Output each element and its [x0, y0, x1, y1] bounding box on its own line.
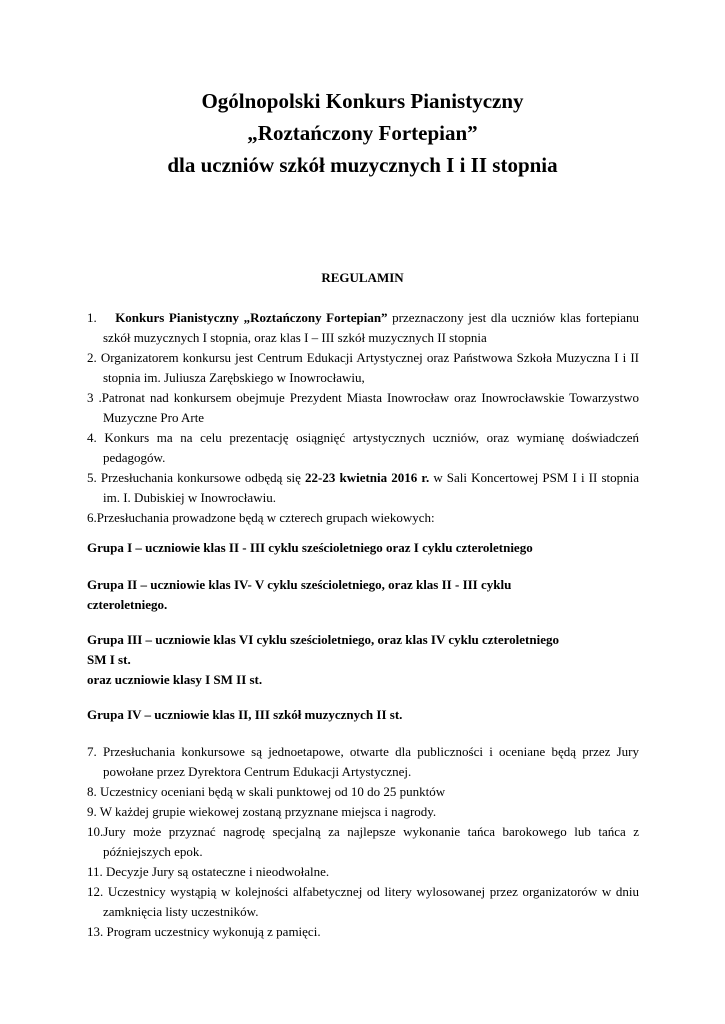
section-heading: REGULAMIN [321, 270, 404, 285]
rule-8: 8. Uczestnicy oceniani będą w skali punktowej od 10 do 25 punktów [87, 784, 446, 799]
rule-13: 13. Program uczestnicy wykonują z pamięci. [87, 924, 321, 939]
rule-3: 3 .Patronat nad konkursem obejmuje Prezydent Miasta Inowrocław oraz Inowrocławskie Towarzystwo Muzyczne Pro Arte [87, 390, 639, 425]
document-title [0, 85, 725, 181]
rules-list-a [87, 308, 639, 528]
rules-list-b [87, 742, 639, 942]
group-4 [87, 705, 639, 725]
title-line-2: „Roztańczony Fortepian” [247, 121, 478, 145]
rule-4: 4. Konkurs ma na celu prezentację osiągnięć artystycznych uczniów, oraz wymianę doświadczeń pedagogów. [87, 430, 639, 465]
group-2-text-cont: czteroletniego. [87, 597, 168, 612]
group-3-text-cont: SM I st. [87, 652, 131, 667]
group-2-text: Grupa II – uczniowie klas IV- V cyklu sześcioletniego, oraz klas II - III cyklu [87, 577, 512, 592]
group-1 [87, 538, 639, 558]
group-3-text: Grupa III – uczniowie klas VI cyklu sześcioletniego, oraz klas IV cyklu czteroletniego [87, 632, 559, 647]
rule-5-date: 22-23 kwietnia 2016 r. [305, 470, 430, 485]
rule-5-text-b: w Sali Koncertowej PSM I i II stopnia im. I. Dubiskiej w Inowrocławiu. [103, 470, 640, 505]
group-1-text: Grupa I – uczniowie klas II - III cyklu sześcioletniego oraz I cyklu czteroletniego [87, 540, 533, 555]
rule-1-text: przeznaczony jest dla uczniów klas fortepianu szkół muzycznych I stopnia, oraz klas I – III szkół muzycznych II stopnia [103, 310, 639, 345]
rule-5 [87, 468, 639, 508]
rule-5-text-a: 5. Przesłuchania konkursowe odbędą się [87, 470, 306, 485]
group-4-text: Grupa IV – uczniowie klas II, III szkół muzycznych II st. [87, 707, 403, 722]
title-line-3: dla uczniów szkół muzycznych I i II stopnia [167, 153, 558, 177]
group-3-extra: oraz uczniowie klasy I SM II st. [87, 672, 263, 687]
title-line-1: Ogólnopolski Konkurs Pianistyczny [201, 89, 524, 113]
rule-1-number: 1. [87, 310, 97, 325]
rule-2: 2. Organizatorem konkursu jest Centrum Edukacji Artystycznej oraz Państwowa Szkoła Muzyczna I i II stopnia im. Juliusza Zarębskiego w Inowrocławiu, [87, 350, 639, 385]
rule-6: 6.Przesłuchania prowadzone będą w czterech grupach wiekowych: [87, 510, 435, 525]
group-3 [87, 630, 639, 690]
rule-9: 9. W każdej grupie wiekowej zostaną przyznane miejsca i nagrody. [87, 804, 437, 819]
rule-10: 10.Jury może przyznać nagrodę specjalną za najlepsze wykonanie tańca barokowego lub tańca z późniejszych epok. [87, 824, 639, 859]
group-2 [87, 575, 639, 615]
rule-11: 11. Decyzje Jury są ostateczne i nieodwołalne. [87, 864, 330, 879]
rule-12: 12. Uczestnicy wystąpią w kolejności alfabetycznej od litery wylosowanej przez organizatorów w dniu zamknięcia listy uczestników. [87, 884, 639, 919]
rule-7: 7. Przesłuchania konkursowe są jednoetapowe, otwarte dla publiczności i oceniane będą przez Jury powołane przez Dyrektora Centrum Edukacji Artystycznej. [87, 744, 639, 779]
rule-1 [87, 308, 639, 348]
rule-1-bold: Konkurs Pianistyczny „Roztańczony Fortepian” [115, 310, 388, 325]
